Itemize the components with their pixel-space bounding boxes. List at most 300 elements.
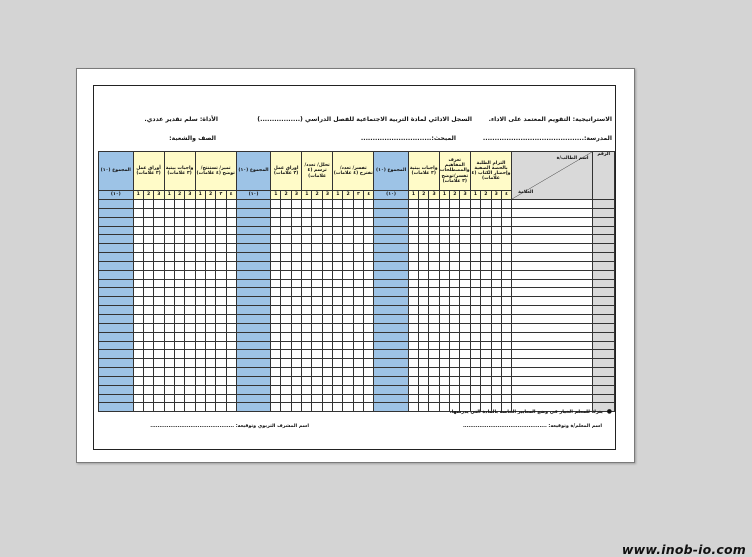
score-cell[interactable] (281, 235, 291, 244)
score-cell[interactable] (322, 253, 332, 262)
score-cell[interactable] (133, 341, 143, 350)
score-cell[interactable] (216, 270, 226, 279)
score-cell[interactable] (481, 332, 491, 341)
score-cell[interactable] (205, 314, 215, 323)
score-cell[interactable] (353, 270, 363, 279)
score-cell[interactable] (481, 253, 491, 262)
score-cell[interactable] (364, 359, 374, 368)
score-cell[interactable] (133, 200, 143, 209)
score-cell[interactable] (450, 217, 460, 226)
score-cell[interactable] (429, 208, 439, 217)
score-cell[interactable] (164, 226, 174, 235)
score-cell[interactable] (419, 288, 429, 297)
score-cell[interactable] (429, 235, 439, 244)
score-cell[interactable] (185, 314, 195, 323)
score-cell[interactable] (143, 244, 153, 253)
score-cell[interactable] (302, 297, 312, 306)
score-cell[interactable] (174, 235, 184, 244)
score-cell[interactable] (322, 288, 332, 297)
score-cell[interactable] (154, 323, 164, 332)
score-cell[interactable] (333, 279, 343, 288)
score-cell[interactable] (333, 208, 343, 217)
score-cell[interactable] (291, 394, 301, 403)
score-cell[interactable] (302, 306, 312, 315)
score-cell[interactable] (133, 217, 143, 226)
score-cell[interactable] (205, 403, 215, 412)
score-cell[interactable] (205, 332, 215, 341)
score-cell[interactable] (164, 350, 174, 359)
score-cell[interactable] (470, 217, 480, 226)
score-cell[interactable] (195, 341, 205, 350)
score-cell[interactable] (322, 261, 332, 270)
student-name-cell[interactable] (512, 235, 593, 244)
score-cell[interactable] (429, 359, 439, 368)
score-cell[interactable] (185, 244, 195, 253)
score-cell[interactable] (439, 368, 449, 377)
score-cell[interactable] (343, 385, 353, 394)
score-cell[interactable] (164, 403, 174, 412)
score-cell[interactable] (470, 323, 480, 332)
score-cell[interactable] (174, 200, 184, 209)
score-cell[interactable] (133, 376, 143, 385)
score-cell[interactable] (226, 226, 236, 235)
score-cell[interactable] (281, 394, 291, 403)
score-cell[interactable] (281, 253, 291, 262)
score-cell[interactable] (419, 359, 429, 368)
score-cell[interactable] (195, 323, 205, 332)
score-cell[interactable] (302, 359, 312, 368)
score-cell[interactable] (470, 235, 480, 244)
score-cell[interactable] (408, 332, 418, 341)
score-cell[interactable] (408, 270, 418, 279)
score-cell[interactable] (174, 368, 184, 377)
score-cell[interactable] (333, 350, 343, 359)
score-cell[interactable] (133, 244, 143, 253)
score-cell[interactable] (501, 385, 511, 394)
score-cell[interactable] (450, 306, 460, 315)
score-cell[interactable] (460, 376, 470, 385)
score-cell[interactable] (491, 226, 501, 235)
score-cell[interactable] (429, 403, 439, 412)
score-cell[interactable] (291, 350, 301, 359)
score-cell[interactable] (216, 200, 226, 209)
score-cell[interactable] (312, 368, 322, 377)
score-cell[interactable] (408, 394, 418, 403)
score-cell[interactable] (312, 306, 322, 315)
score-cell[interactable] (439, 403, 449, 412)
score-cell[interactable] (333, 261, 343, 270)
score-cell[interactable] (501, 323, 511, 332)
score-cell[interactable] (133, 394, 143, 403)
score-cell[interactable] (322, 226, 332, 235)
score-cell[interactable] (501, 288, 511, 297)
score-cell[interactable] (353, 403, 363, 412)
score-cell[interactable] (470, 288, 480, 297)
score-cell[interactable] (491, 314, 501, 323)
score-cell[interactable] (154, 270, 164, 279)
score-cell[interactable] (322, 385, 332, 394)
score-cell[interactable] (205, 217, 215, 226)
score-cell[interactable] (226, 270, 236, 279)
score-cell[interactable] (501, 279, 511, 288)
score-cell[interactable] (333, 368, 343, 377)
student-name-cell[interactable] (512, 244, 593, 253)
score-cell[interactable] (460, 385, 470, 394)
score-cell[interactable] (291, 403, 301, 412)
score-cell[interactable] (185, 279, 195, 288)
score-cell[interactable] (164, 394, 174, 403)
score-cell[interactable] (322, 341, 332, 350)
score-cell[interactable] (302, 385, 312, 394)
score-cell[interactable] (302, 217, 312, 226)
score-cell[interactable] (333, 244, 343, 253)
score-cell[interactable] (481, 314, 491, 323)
score-cell[interactable] (429, 297, 439, 306)
score-cell[interactable] (226, 244, 236, 253)
score-cell[interactable] (429, 279, 439, 288)
score-cell[interactable] (429, 394, 439, 403)
score-cell[interactable] (364, 288, 374, 297)
score-cell[interactable] (195, 350, 205, 359)
score-cell[interactable] (439, 314, 449, 323)
score-cell[interactable] (450, 323, 460, 332)
score-cell[interactable] (419, 341, 429, 350)
score-cell[interactable] (302, 261, 312, 270)
score-cell[interactable] (174, 253, 184, 262)
score-cell[interactable] (333, 217, 343, 226)
score-cell[interactable] (154, 244, 164, 253)
score-cell[interactable] (291, 261, 301, 270)
score-cell[interactable] (439, 323, 449, 332)
score-cell[interactable] (281, 208, 291, 217)
score-cell[interactable] (174, 359, 184, 368)
score-cell[interactable] (291, 253, 301, 262)
score-cell[interactable] (174, 341, 184, 350)
score-cell[interactable] (312, 314, 322, 323)
score-cell[interactable] (343, 403, 353, 412)
score-cell[interactable] (312, 332, 322, 341)
score-cell[interactable] (501, 332, 511, 341)
score-cell[interactable] (143, 376, 153, 385)
score-cell[interactable] (271, 208, 281, 217)
score-cell[interactable] (419, 368, 429, 377)
score-cell[interactable] (439, 332, 449, 341)
score-cell[interactable] (133, 359, 143, 368)
score-cell[interactable] (419, 279, 429, 288)
score-cell[interactable] (271, 332, 281, 341)
score-cell[interactable] (216, 332, 226, 341)
score-cell[interactable] (281, 288, 291, 297)
score-cell[interactable] (302, 288, 312, 297)
student-name-cell[interactable] (512, 279, 593, 288)
score-cell[interactable] (312, 235, 322, 244)
score-cell[interactable] (450, 226, 460, 235)
score-cell[interactable] (195, 226, 205, 235)
score-cell[interactable] (470, 376, 480, 385)
score-cell[interactable] (226, 385, 236, 394)
score-cell[interactable] (195, 368, 205, 377)
score-cell[interactable] (302, 253, 312, 262)
score-cell[interactable] (195, 376, 205, 385)
score-cell[interactable] (185, 341, 195, 350)
score-cell[interactable] (343, 253, 353, 262)
score-cell[interactable] (470, 244, 480, 253)
score-cell[interactable] (133, 288, 143, 297)
score-cell[interactable] (364, 235, 374, 244)
score-cell[interactable] (154, 403, 164, 412)
score-cell[interactable] (501, 314, 511, 323)
score-cell[interactable] (429, 217, 439, 226)
score-cell[interactable] (185, 270, 195, 279)
score-cell[interactable] (133, 350, 143, 359)
score-cell[interactable] (205, 261, 215, 270)
score-cell[interactable] (271, 253, 281, 262)
score-cell[interactable] (460, 200, 470, 209)
score-cell[interactable] (439, 341, 449, 350)
score-cell[interactable] (164, 385, 174, 394)
score-cell[interactable] (302, 376, 312, 385)
score-cell[interactable] (143, 385, 153, 394)
score-cell[interactable] (343, 261, 353, 270)
score-cell[interactable] (364, 341, 374, 350)
score-cell[interactable] (439, 253, 449, 262)
score-cell[interactable] (164, 288, 174, 297)
score-cell[interactable] (408, 279, 418, 288)
score-cell[interactable] (333, 306, 343, 315)
score-cell[interactable] (154, 200, 164, 209)
score-cell[interactable] (205, 279, 215, 288)
score-cell[interactable] (408, 208, 418, 217)
score-cell[interactable] (154, 332, 164, 341)
score-cell[interactable] (164, 314, 174, 323)
score-cell[interactable] (164, 376, 174, 385)
score-cell[interactable] (450, 200, 460, 209)
score-cell[interactable] (501, 341, 511, 350)
score-cell[interactable] (450, 297, 460, 306)
score-cell[interactable] (205, 368, 215, 377)
score-cell[interactable] (460, 368, 470, 377)
student-name-cell[interactable] (512, 208, 593, 217)
student-name-cell[interactable] (512, 226, 593, 235)
score-cell[interactable] (216, 350, 226, 359)
score-cell[interactable] (353, 306, 363, 315)
score-cell[interactable] (491, 323, 501, 332)
score-cell[interactable] (429, 385, 439, 394)
score-cell[interactable] (419, 323, 429, 332)
score-cell[interactable] (205, 200, 215, 209)
score-cell[interactable] (501, 376, 511, 385)
score-cell[interactable] (481, 200, 491, 209)
score-cell[interactable] (271, 403, 281, 412)
score-cell[interactable] (205, 235, 215, 244)
score-cell[interactable] (439, 385, 449, 394)
score-cell[interactable] (460, 323, 470, 332)
score-cell[interactable] (133, 208, 143, 217)
score-cell[interactable] (429, 323, 439, 332)
score-cell[interactable] (408, 297, 418, 306)
score-cell[interactable] (164, 270, 174, 279)
score-cell[interactable] (226, 306, 236, 315)
score-cell[interactable] (143, 279, 153, 288)
score-cell[interactable] (291, 306, 301, 315)
score-cell[interactable] (408, 385, 418, 394)
score-cell[interactable] (429, 244, 439, 253)
score-cell[interactable] (408, 235, 418, 244)
score-cell[interactable] (205, 341, 215, 350)
score-cell[interactable] (333, 314, 343, 323)
student-name-cell[interactable] (512, 394, 593, 403)
student-name-cell[interactable] (512, 217, 593, 226)
score-cell[interactable] (322, 279, 332, 288)
score-cell[interactable] (470, 341, 480, 350)
score-cell[interactable] (470, 208, 480, 217)
score-cell[interactable] (419, 297, 429, 306)
score-cell[interactable] (501, 235, 511, 244)
score-cell[interactable] (226, 332, 236, 341)
score-cell[interactable] (174, 288, 184, 297)
score-cell[interactable] (460, 253, 470, 262)
score-cell[interactable] (322, 359, 332, 368)
score-cell[interactable] (226, 297, 236, 306)
score-cell[interactable] (271, 270, 281, 279)
score-cell[interactable] (281, 368, 291, 377)
score-cell[interactable] (481, 368, 491, 377)
score-cell[interactable] (408, 226, 418, 235)
score-cell[interactable] (216, 297, 226, 306)
score-cell[interactable] (143, 261, 153, 270)
score-cell[interactable] (501, 226, 511, 235)
score-cell[interactable] (450, 270, 460, 279)
score-cell[interactable] (470, 385, 480, 394)
score-cell[interactable] (353, 323, 363, 332)
score-cell[interactable] (143, 208, 153, 217)
score-cell[interactable] (164, 217, 174, 226)
score-cell[interactable] (333, 235, 343, 244)
score-cell[interactable] (216, 279, 226, 288)
score-cell[interactable] (429, 332, 439, 341)
score-cell[interactable] (216, 226, 226, 235)
score-cell[interactable] (501, 394, 511, 403)
score-cell[interactable] (491, 306, 501, 315)
score-cell[interactable] (281, 403, 291, 412)
score-cell[interactable] (481, 297, 491, 306)
score-cell[interactable] (154, 279, 164, 288)
score-cell[interactable] (185, 200, 195, 209)
score-cell[interactable] (154, 261, 164, 270)
score-cell[interactable] (470, 253, 480, 262)
score-cell[interactable] (195, 261, 205, 270)
score-cell[interactable] (216, 235, 226, 244)
score-cell[interactable] (353, 359, 363, 368)
score-cell[interactable] (291, 376, 301, 385)
score-cell[interactable] (185, 253, 195, 262)
score-cell[interactable] (333, 200, 343, 209)
score-cell[interactable] (481, 208, 491, 217)
score-cell[interactable] (491, 394, 501, 403)
score-cell[interactable] (291, 226, 301, 235)
score-cell[interactable] (450, 394, 460, 403)
score-cell[interactable] (302, 341, 312, 350)
student-name-cell[interactable] (512, 314, 593, 323)
score-cell[interactable] (216, 288, 226, 297)
score-cell[interactable] (174, 226, 184, 235)
score-cell[interactable] (353, 297, 363, 306)
score-cell[interactable] (353, 279, 363, 288)
score-cell[interactable] (216, 341, 226, 350)
score-cell[interactable] (291, 359, 301, 368)
score-cell[interactable] (154, 359, 164, 368)
score-cell[interactable] (408, 217, 418, 226)
score-cell[interactable] (343, 359, 353, 368)
score-cell[interactable] (491, 341, 501, 350)
score-cell[interactable] (143, 359, 153, 368)
score-cell[interactable] (343, 200, 353, 209)
score-cell[interactable] (226, 288, 236, 297)
student-name-cell[interactable] (512, 323, 593, 332)
score-cell[interactable] (205, 208, 215, 217)
score-cell[interactable] (205, 297, 215, 306)
score-cell[interactable] (470, 368, 480, 377)
score-cell[interactable] (343, 288, 353, 297)
score-cell[interactable] (216, 368, 226, 377)
score-cell[interactable] (133, 235, 143, 244)
score-cell[interactable] (185, 359, 195, 368)
score-cell[interactable] (322, 314, 332, 323)
score-cell[interactable] (343, 297, 353, 306)
score-cell[interactable] (364, 306, 374, 315)
score-cell[interactable] (408, 288, 418, 297)
score-cell[interactable] (302, 368, 312, 377)
score-cell[interactable] (154, 341, 164, 350)
score-cell[interactable] (302, 200, 312, 209)
score-cell[interactable] (429, 288, 439, 297)
student-name-cell[interactable] (512, 306, 593, 315)
score-cell[interactable] (419, 208, 429, 217)
score-cell[interactable] (216, 261, 226, 270)
score-cell[interactable] (271, 376, 281, 385)
score-cell[interactable] (408, 244, 418, 253)
score-cell[interactable] (343, 235, 353, 244)
score-cell[interactable] (353, 217, 363, 226)
score-cell[interactable] (429, 376, 439, 385)
score-cell[interactable] (429, 270, 439, 279)
score-cell[interactable] (343, 376, 353, 385)
score-cell[interactable] (143, 394, 153, 403)
score-cell[interactable] (343, 244, 353, 253)
score-cell[interactable] (343, 368, 353, 377)
score-cell[interactable] (281, 376, 291, 385)
score-cell[interactable] (470, 297, 480, 306)
score-cell[interactable] (333, 297, 343, 306)
score-cell[interactable] (460, 359, 470, 368)
score-cell[interactable] (353, 314, 363, 323)
score-cell[interactable] (195, 200, 205, 209)
score-cell[interactable] (470, 394, 480, 403)
score-cell[interactable] (408, 200, 418, 209)
score-cell[interactable] (460, 270, 470, 279)
score-cell[interactable] (439, 394, 449, 403)
score-cell[interactable] (491, 359, 501, 368)
score-cell[interactable] (481, 323, 491, 332)
score-cell[interactable] (312, 226, 322, 235)
score-cell[interactable] (312, 341, 322, 350)
score-cell[interactable] (216, 208, 226, 217)
score-cell[interactable] (419, 394, 429, 403)
score-cell[interactable] (481, 341, 491, 350)
score-cell[interactable] (501, 306, 511, 315)
score-cell[interactable] (364, 368, 374, 377)
student-name-cell[interactable] (512, 368, 593, 377)
